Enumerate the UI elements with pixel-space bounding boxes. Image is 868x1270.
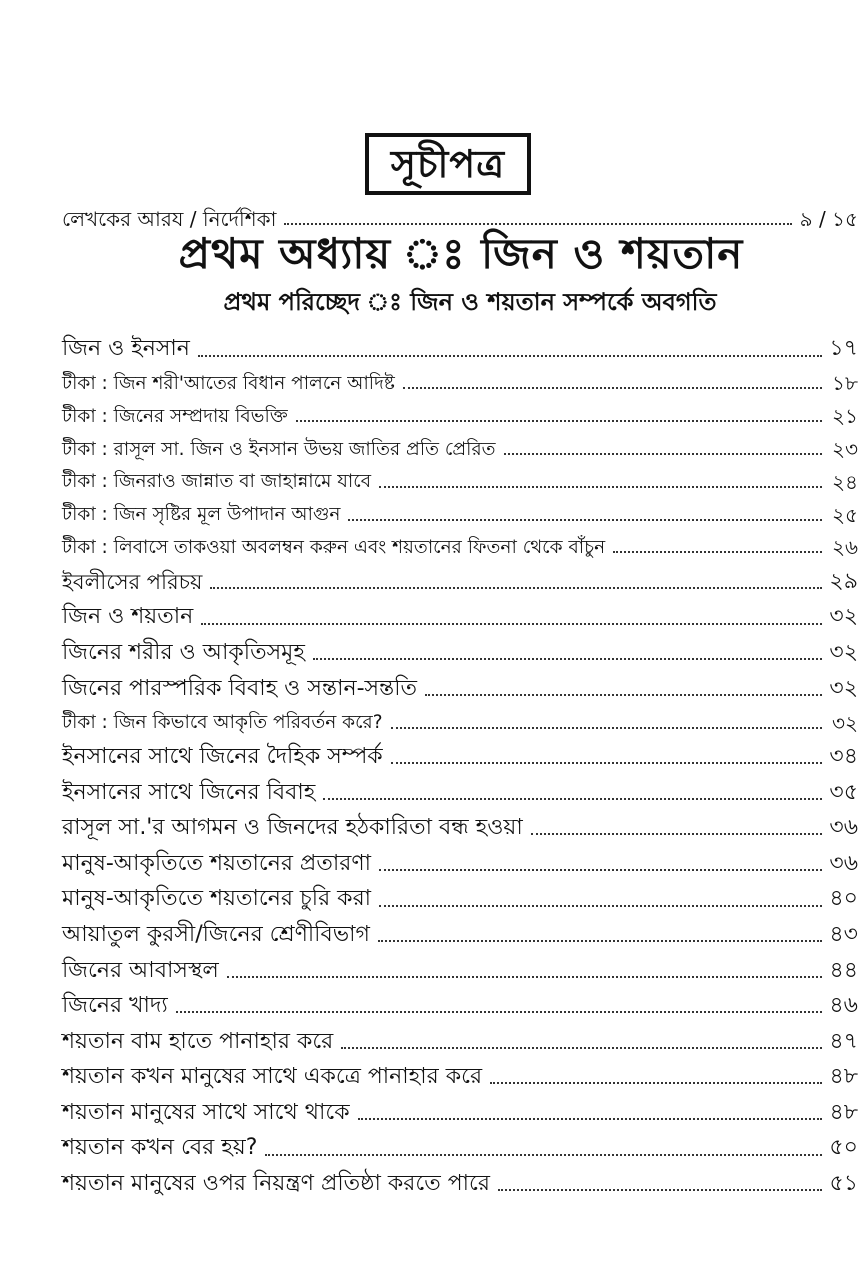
toc-entry <box>62 988 858 1024</box>
entry-label: ইনসানের সাথে জিনের দৈহিক সম্পর্ক <box>62 743 383 769</box>
toc-note-entry <box>62 531 858 564</box>
dot-leader <box>265 1154 822 1156</box>
dot-leader <box>490 1082 822 1084</box>
preface-entry <box>62 200 858 230</box>
entry-page: ৪৮ <box>829 1099 858 1125</box>
entry-label: মানুষ-আকৃতিতে শয়তানের চুরি করা <box>62 886 372 912</box>
toc-entry <box>62 739 858 775</box>
entry-label: শয়তান কখন মানুষের সাথে একত্রে পানাহার করে <box>62 1064 483 1090</box>
entry-label: ইনসানের সাথে জিনের বিবাহ <box>62 779 316 805</box>
entry-label: টীকা : জিনরাও জান্নাত বা জাহান্নামে যাবে <box>62 471 372 493</box>
entry-page: ৩৬ <box>829 850 858 876</box>
entry-label: টীকা : জিন সৃষ্টির মূল উপাদান আগুন <box>62 504 341 526</box>
toc-entry <box>62 563 858 599</box>
dot-leader <box>613 551 822 553</box>
toc-note-entry <box>62 432 858 465</box>
dot-leader <box>176 1011 822 1013</box>
entry-label: জিনের শরীর ও আকৃতিসমূহ <box>62 639 305 665</box>
entry-page: ৩২ <box>829 675 858 701</box>
toc-entry <box>62 1094 858 1130</box>
entry-page: ৩২ <box>831 710 858 735</box>
toc-entry <box>62 670 858 706</box>
entry-label: জিন ও শয়তান <box>62 604 194 630</box>
entry-page: ২৫ <box>832 502 858 527</box>
entry-page: ৩৬ <box>829 815 858 841</box>
entry-page: ৪৮ <box>829 1064 858 1090</box>
toc-entry <box>62 599 858 635</box>
entry-label: মানুষ-আকৃতিতে শয়তানের প্রতারণা <box>62 850 372 876</box>
toc-note-entry <box>62 498 858 531</box>
toc-entry <box>62 331 858 367</box>
toc-entry <box>62 845 858 881</box>
toc-entry <box>62 917 858 953</box>
entry-page: ৪৩ <box>829 921 858 947</box>
entry-page: ৪০ <box>829 886 858 912</box>
entry-page: ৫০ <box>829 1135 858 1161</box>
entry-page: ৩৪ <box>829 743 858 769</box>
entry-page: ২১ <box>832 404 858 429</box>
dot-leader <box>296 420 822 422</box>
toc-title: সূচীপত্র <box>390 141 506 186</box>
section-title: প্রথম পরিচ্ছেদ ঃ জিন ও শয়তান সম্পর্কে অবগতি <box>223 288 717 316</box>
preface-page: ৯ / ১৫ <box>799 207 858 231</box>
dot-leader <box>284 223 792 225</box>
toc-entry <box>62 1166 858 1202</box>
toc-note-entry <box>62 706 858 739</box>
entry-label: টীকা : জিন কিভাবে আকৃতি পরিবর্তন করে? <box>62 712 383 734</box>
dot-leader <box>348 519 822 521</box>
entry-label: শয়তান মানুষের ওপর নিয়ন্ত্রণ প্রতিষ্ঠা করতে পারে <box>62 1171 490 1197</box>
entry-page: ২৬ <box>831 535 858 560</box>
dot-leader <box>379 486 822 488</box>
entry-page: ২৩ <box>831 436 858 461</box>
entry-page: ২৯ <box>829 568 858 594</box>
dot-leader <box>498 1189 822 1191</box>
entry-label: আয়াতুল কুরসী/জিনের শ্রেণীবিভাগ <box>62 921 370 947</box>
entry-page: ৩৫ <box>829 779 858 805</box>
entry-label: জিনের পারস্পরিক বিবাহ ও সন্তান-সন্ততি <box>62 675 418 701</box>
entry-page: ২৪ <box>832 469 858 494</box>
entry-page: ৪৪ <box>829 957 858 983</box>
toc-note-entry <box>62 399 858 432</box>
entry-label: ইবলীসের পরিচয় <box>62 569 203 594</box>
chapter-title: প্রথম অধ্যায় ঃ জিন ও শয়তান <box>178 229 744 278</box>
dot-leader <box>210 587 822 589</box>
toc-note-entry <box>62 465 858 498</box>
entry-page: ৩২ <box>829 639 858 665</box>
entry-label: জিনের খাদ্য <box>62 993 168 1019</box>
entry-label: টীকা : জিন শরী'আতের বিধান পালনে আদিষ্ট <box>62 373 395 395</box>
entry-label: টীকা : রাসূল সা. জিন ও ইনসান উভয় জাতির প্রতি প্রেরিত <box>62 438 496 460</box>
entry-label: শয়তান বাম হাতে পানাহার করে <box>62 1028 334 1054</box>
entry-label: টীকা : জিনের সম্প্রদায় বিভক্তি <box>62 405 288 427</box>
toc-entry <box>62 635 858 671</box>
dot-leader <box>531 833 822 835</box>
toc-title-box <box>365 133 531 195</box>
entry-label: শয়তান কখন বের হয়? <box>62 1135 258 1161</box>
entry-page: ৪৬ <box>829 993 858 1019</box>
entry-label: রাসূল সা.'র আগমন ও জিনদের হঠকারিতা বন্ধ হওয়া <box>62 815 523 841</box>
toc-entry <box>62 1059 858 1095</box>
entry-page: ১৭ <box>829 336 858 362</box>
entry-label: জিন ও ইনসান <box>62 336 190 362</box>
entry-label: টীকা : লিবাসে তাকওয়া অবলম্বন করুন এবং শয়তানের ফিতনা থেকে বাঁচুন <box>62 537 606 559</box>
dot-leader <box>313 658 822 660</box>
dot-leader <box>391 762 822 764</box>
dot-leader <box>358 1118 822 1120</box>
preface-label: লেখকের আরয / নির্দেশিকা <box>62 207 277 231</box>
entry-label: শয়তান মানুষের সাথে সাথে থাকে <box>62 1099 350 1125</box>
dot-leader <box>341 1047 822 1049</box>
dot-leader <box>323 798 822 800</box>
dot-leader <box>201 623 822 625</box>
entry-page: ৪৭ <box>829 1028 858 1054</box>
toc-entry <box>62 952 858 988</box>
entry-page: ৩২ <box>829 604 858 630</box>
toc-note-entry <box>62 367 858 400</box>
dot-leader <box>378 940 822 942</box>
dot-leader <box>198 355 822 357</box>
dot-leader <box>379 869 822 871</box>
entry-page: ৫১ <box>829 1171 858 1197</box>
toc-list <box>62 331 858 1201</box>
toc-entry <box>62 774 858 810</box>
dot-leader <box>227 976 822 978</box>
dot-leader <box>504 453 822 455</box>
toc-entry <box>62 881 858 917</box>
toc-entry <box>62 1130 858 1166</box>
toc-entry <box>62 1023 858 1059</box>
toc-entry <box>62 810 858 846</box>
entry-label: জিনের আবাসস্থল <box>62 957 219 983</box>
entry-page: ১৮ <box>832 371 858 396</box>
dot-leader <box>391 727 822 729</box>
dot-leader <box>403 387 822 389</box>
dot-leader <box>379 905 822 907</box>
dot-leader <box>425 694 822 696</box>
